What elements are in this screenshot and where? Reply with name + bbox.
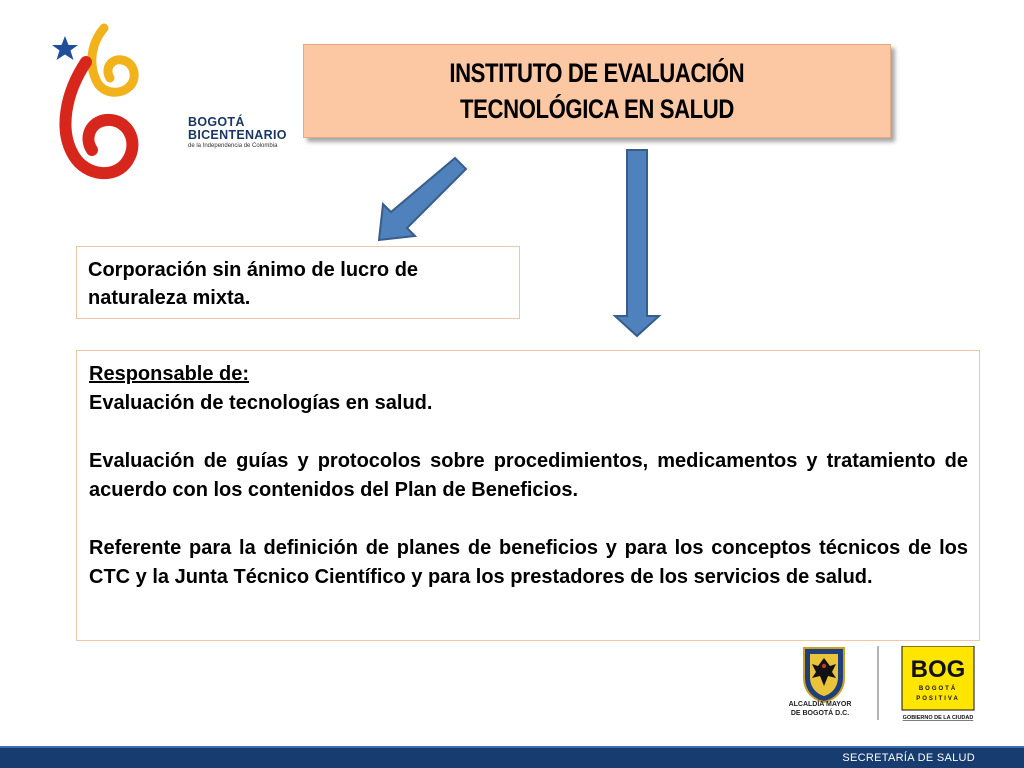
bog-sub-text-1: BOGOTÁ — [918, 686, 958, 692]
bog-sub-text-2: POSITIVA — [916, 696, 960, 702]
corporacion-text-line-1: Corporación sin ánimo de lucro de — [88, 259, 419, 281]
bogota-positiva-logo — [900, 646, 976, 722]
coat-of-arms-icon — [778, 644, 870, 704]
title-box — [303, 44, 891, 138]
responsable-item-tecnologias: Evaluación de tecnologías en salud. — [89, 392, 433, 414]
alcaldia-line-2: DE BOGOTÁ D.C. — [790, 710, 850, 717]
responsable-heading: Responsable de: — [89, 363, 250, 385]
footer-bar — [0, 746, 1024, 768]
responsable-item-referente: Referente para la definición de planes de beneficios y para los conceptos técnicos de los CTC y la Junta Técnico Científico y para los prestadores de los servicios de salud. — [89, 537, 968, 588]
bog-positiva-icon — [900, 646, 976, 722]
corporacion-text-line-2: naturaleza mixta. — [88, 287, 251, 309]
logo-line-independencia: de la Independencia de Colombia — [188, 143, 278, 149]
title-line-1: INSTITUTO DE EVALUACIÓN — [449, 58, 745, 88]
title-line-2: TECNOLÓGICA EN SALUD — [460, 94, 734, 124]
bog-sub-text-3: GOBIERNO DE LA CIUDAD — [902, 715, 974, 721]
corporacion-box — [76, 246, 520, 319]
bogota-bicentenario-logo — [48, 22, 287, 188]
diagonal-arrow-icon — [379, 158, 466, 240]
alcaldia-line-1: ALCALDÍA MAYOR — [788, 701, 852, 708]
down-arrow-icon — [615, 150, 659, 336]
logo-line-bicentenario: BICENTENARIO — [188, 128, 287, 142]
alcaldia-caption — [770, 700, 870, 718]
logo-divider — [877, 646, 879, 720]
logo-line-bogota: BOGOTÁ — [188, 115, 245, 129]
responsable-box — [76, 350, 980, 641]
bicentenario-emblem-icon — [48, 22, 263, 188]
footer-secretaria-label: SECRETARÍA DE SALUD — [842, 752, 975, 764]
responsable-item-guias: Evaluación de guías y protocolos sobre procedimientos, medicamentos y tratamiento de acuerdo con los contenidos del Plan de Beneficios. — [89, 450, 968, 501]
bog-main-text: BOG — [910, 656, 966, 683]
